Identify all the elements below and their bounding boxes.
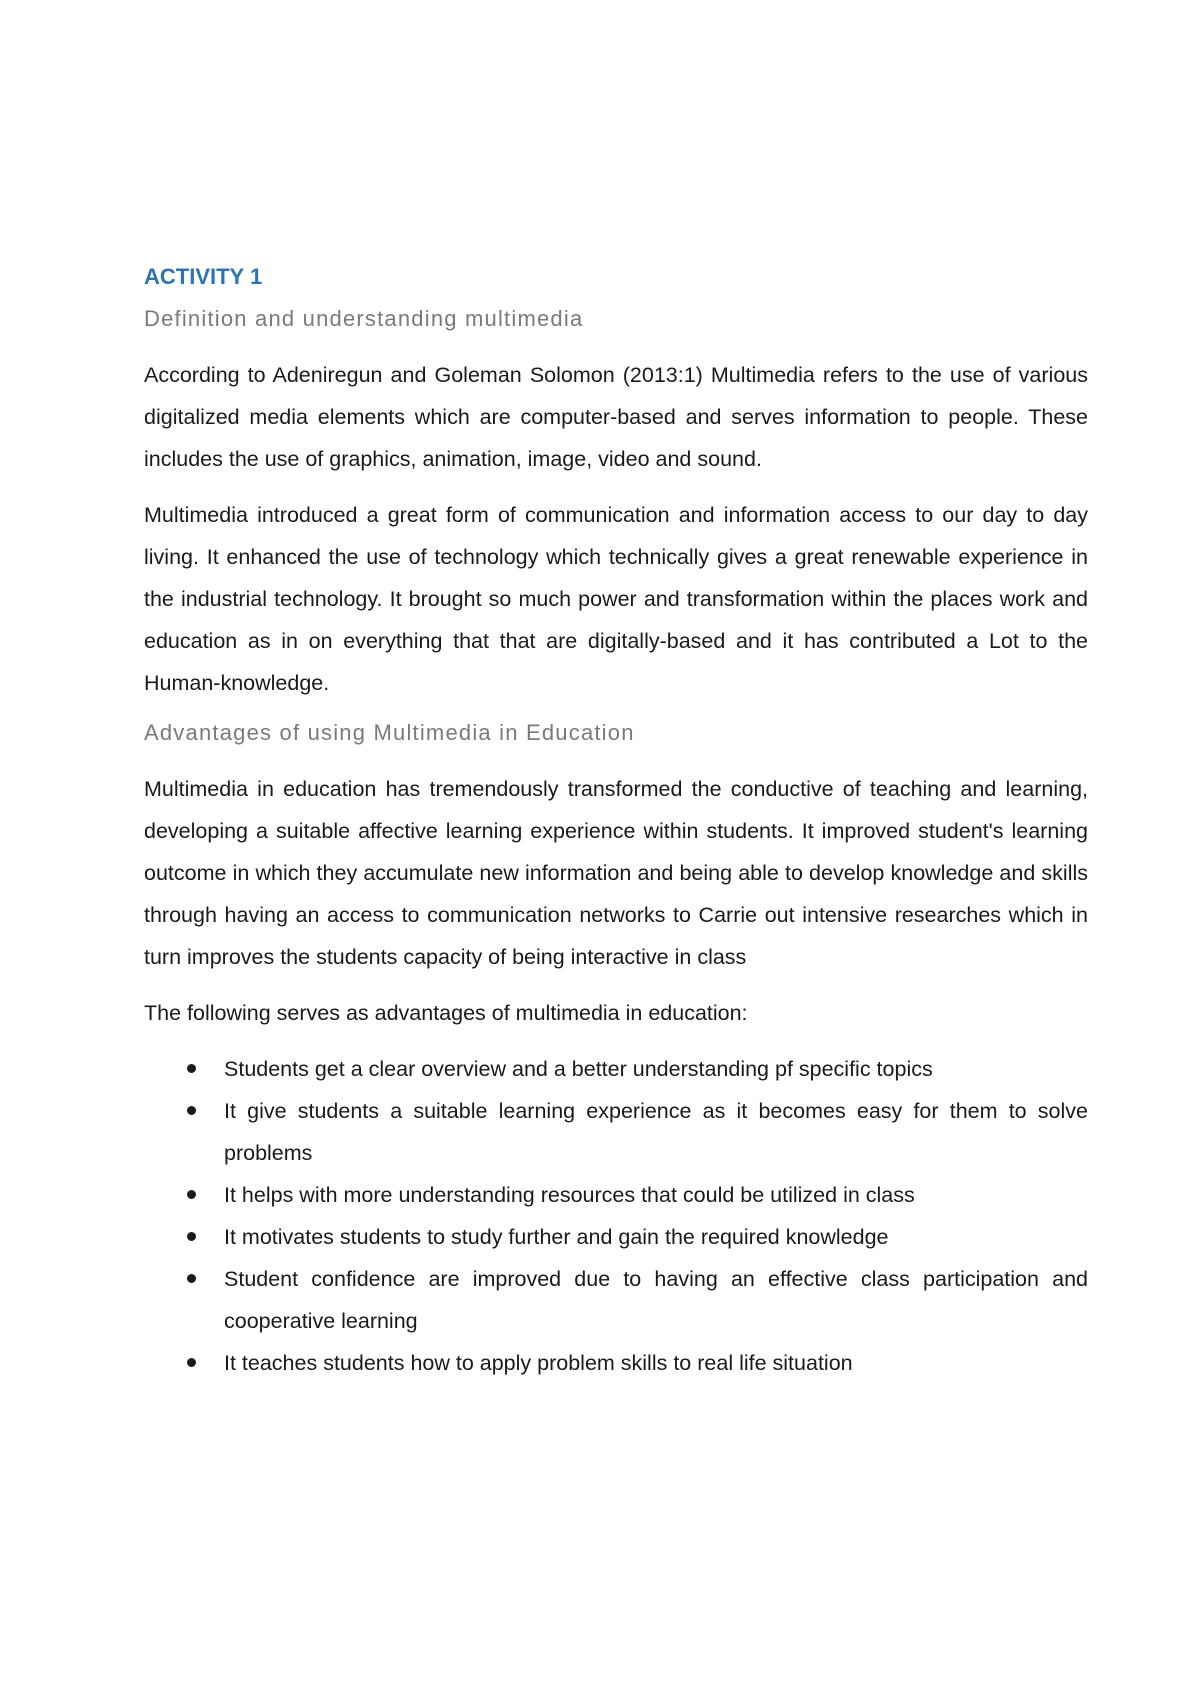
list-item (144, 1174, 1088, 1216)
bullet-icon (187, 1358, 196, 1367)
list-item (144, 1048, 1088, 1090)
list-item (144, 1342, 1088, 1384)
list-item-text: It give students a suitable learning experience as it becomes easy for them to solve problems (224, 1099, 1088, 1165)
bullet-icon (187, 1190, 196, 1199)
list-item-text: It motivates students to study further and gain the required knowledge (224, 1225, 889, 1249)
list-item-text: Students get a clear overview and a better understanding pf specific topics (224, 1057, 933, 1081)
bullet-icon (187, 1064, 196, 1073)
list-item-text: Student confidence are improved due to having an effective class participation and cooperative learning (224, 1267, 1088, 1333)
heading-advantages: Advantages of using Multimedia in Education (144, 720, 635, 745)
paragraph-definition-2: Multimedia introduced a great form of communication and information access to our day to day living. It enhanced the use of technology which technically gives a great renewable experience in the industrial technology. It brought so much power and transformation within the places work and education as in on everything that that are digitally-based and it has contributed a Lot to the Human-knowledge. (144, 503, 1088, 695)
bullet-icon (187, 1106, 196, 1115)
activity-title: ACTIVITY 1 (144, 264, 263, 289)
list-item-text: It helps with more understanding resources that could be utilized in class (224, 1183, 915, 1207)
paragraph-advantages-1: Multimedia in education has tremendously transformed the conductive of teaching and learning, developing a suitable affective learning experience within students. It improved student's learning outcome in which they accumulate new information and being able to develop knowledge and skills through having an access to communication networks to Carrie out intensive researches which in turn improves the students capacity of being interactive in class (144, 777, 1088, 969)
list-item (144, 1090, 1088, 1174)
document-page (144, 262, 1088, 1384)
paragraph-advantages-intro: The following serves as advantages of multimedia in education: (144, 1001, 748, 1025)
advantages-list (144, 1048, 1088, 1384)
list-item (144, 1216, 1088, 1258)
list-item (144, 1258, 1088, 1342)
list-item-text: It teaches students how to apply problem skills to real life situation (224, 1351, 853, 1375)
paragraph-definition-1: According to Adeniregun and Goleman Solomon (2013:1) Multimedia refers to the use of various digitalized media elements which are computer-based and serves information to people. These includes the use of graphics, animation, image, video and sound. (144, 363, 1088, 471)
heading-definition: Definition and understanding multimedia (144, 306, 584, 331)
bullet-icon (187, 1232, 196, 1241)
bullet-icon (187, 1274, 196, 1283)
